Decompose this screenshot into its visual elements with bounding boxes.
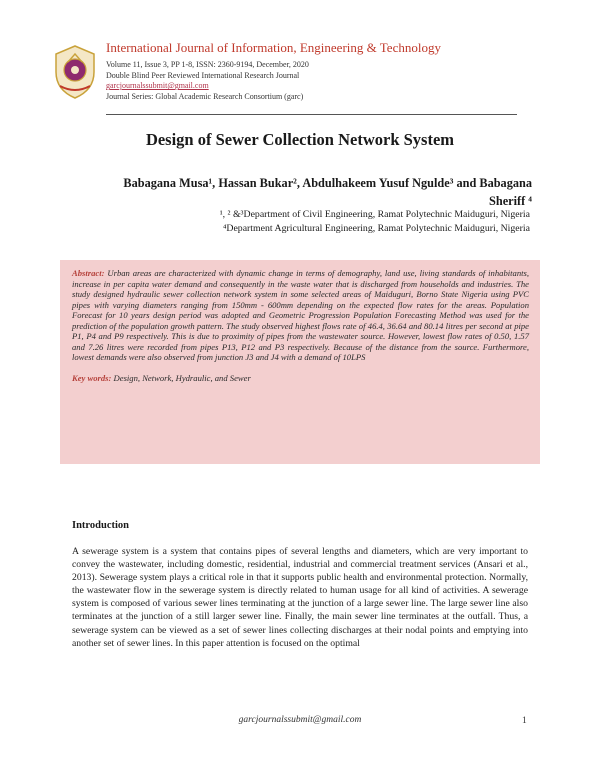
review-line: Double Blind Peer Reviewed International Research Journal	[106, 70, 300, 80]
authors-line-2: Sheriff ⁴	[489, 194, 532, 208]
footer-email: garcjournalssubmit@gmail.com	[238, 715, 362, 725]
series-line: Journal Series: Global Academic Research Consortium (garc)	[106, 91, 304, 101]
introduction-heading: Introduction	[72, 520, 129, 531]
journal-name: International Journal of Information, Engineering & Technology	[106, 40, 441, 55]
introduction-paragraph: A sewerage system is a system that contains pipes of several lengths and diameters, which are very important to convey the wastewater, including domestic, residential, industrial and commercial treatment services (Ansari et al., 2013). Sewerage system plays a critical role in that it supports public health and environmental protection. Normally, the wastewater flow in the sewerage system is directly related to human usage for all kind of activities. A sewerage system is composed of various sewer lines terminating at the junction of a large sewer line. The large sewer line also terminates at the junction of a still larger sewer line. Finally, the main sewer line terminates at the outfall. Thus, a sewerage system can be viewed as a set of sewer lines collecting discharges at their nodal points and emptying into another set of sewer lines. In this paper attention is focused on the optimal	[72, 546, 528, 649]
page-number: 1	[522, 716, 527, 726]
paper-title: Design of Sewer Collection Network System	[145, 130, 455, 149]
volume-line: Volume 11, Issue 3, PP 1-8, ISSN: 2360-9194, December, 2020	[106, 60, 309, 69]
abstract-body	[72, 268, 529, 363]
journal-logo	[50, 42, 100, 100]
journal-meta	[106, 60, 309, 102]
keywords	[72, 373, 529, 384]
keywords-label: Key words:	[72, 372, 112, 383]
affiliation-2: ⁴Department Agricultural Engineering, Ramat Polytechnic Maiduguri, Nigeria	[222, 223, 530, 234]
affiliations	[60, 208, 530, 236]
abstract-box	[60, 260, 540, 464]
abstract-text: Urban areas are characterized with dynamic change in terms of demography, land use, living standards of inhabitants, increase in per capita water demand and consequently in the waste water that is discharged from households and industries. The study designed hydraulic sewer collection network system in some selected areas of Maiduguri, Borno State Nigeria using PVC pipes with varying diameters ranging from 150mm - 600mm depending on the expected flow rates for the areas. Population Forecast for 10 years design period was adopted and Geometric Progression Population Forecasting Method was used for the prediction of the population growth pattern. The study observed highest flows rate of 46.4, 36.64 and 80.14 litres per second at pipe P1, P4 and P9 respectively. This is due to proximity of pipes from the wastewater source. However, lowest flow rates of 0.50, 1.57 and 7.26 litres were recorded from pipes P13, P12 and P3 respectively. Because of the distance from the source. Furthermore, lowest demands were also observed from junction J3 and J4 with a demand of 10LPS	[72, 268, 529, 362]
affiliation-1: ¹, ² &³Department of Civil Engineering, Ramat Polytechnic Maiduguri, Nigeria	[219, 209, 530, 220]
keywords-text: Design, Network, Hydraulic, and Sewer	[113, 372, 251, 383]
header-divider	[106, 114, 517, 115]
authors	[60, 174, 532, 210]
journal-email-link[interactable]: garcjournalssubmit@gmail.com	[106, 81, 209, 91]
authors-line-1: Babagana Musa¹, Hassan Bukar², Abdulhakeem Yusuf Ngulde³ and Babagana	[123, 176, 532, 190]
abstract-label: Abstract:	[72, 268, 105, 278]
